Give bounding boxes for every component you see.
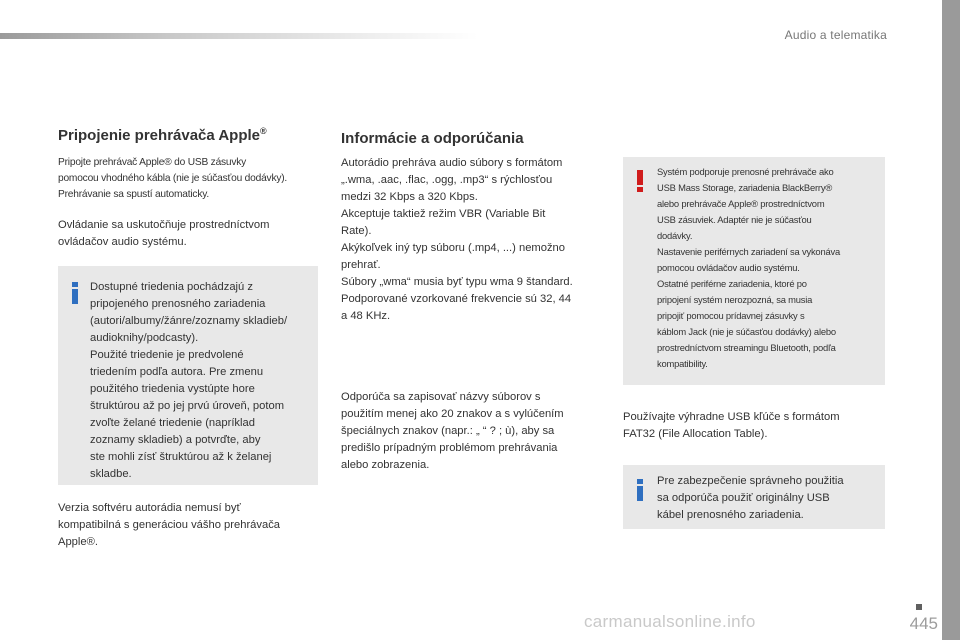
text-line: USB Mass Storage, zariadenia BlackBerry®	[657, 182, 833, 193]
text-line: Rate).	[341, 225, 372, 237]
text-line: štruktúrou až po jej prvú úroveň, potom	[90, 400, 285, 412]
text-line: pripojiť pomocou prídavnej zásuvky s	[657, 310, 805, 321]
section-title: Audio a telematika	[784, 28, 887, 42]
file-naming-text	[341, 389, 611, 474]
text-line: Prehrávanie sa spustí automaticky.	[58, 189, 209, 200]
text-line: Akýkoľvek iný typ súboru (.mp4, ...) nemožno	[341, 242, 565, 254]
header-gradient-bar	[0, 33, 478, 39]
text-line: pripojeného prenosného zariadenia	[90, 298, 266, 310]
watermark: carmanualsonline.info	[584, 612, 756, 631]
text-line: Odporúča sa zapisovať názvy súborov s	[341, 391, 541, 403]
text-line: pomocou vhodného kábla (nie je súčasťou dodávky).	[58, 173, 288, 184]
text-line: „.wma, .aac, .flac, .ogg, .mp3“ s rýchlosťou	[341, 174, 553, 186]
text-line: Apple®.	[58, 536, 98, 548]
text-line: audioknihy/podcasty).	[90, 332, 199, 344]
text-line: Verzia softvéru autorádia nemusí byť	[58, 502, 241, 514]
warning-box-devices-text	[657, 164, 883, 372]
text-line: ste mohli zísť štruktúrou až k želanej	[90, 451, 272, 463]
page-number-text: 445	[909, 614, 938, 633]
text-line: prehrať.	[341, 259, 381, 271]
apple-control-text	[58, 217, 323, 251]
text-line: alebo zobrazenia.	[341, 459, 430, 471]
text-line: Dostupné triedenia pochádzajú z	[90, 281, 253, 293]
page-edge-tab	[942, 0, 960, 640]
text-line: zoznamy skladieb) a potvrďte, aby	[90, 434, 261, 446]
text-line: Použité triedenie je predvolené	[90, 349, 244, 361]
page-number-marker	[916, 604, 922, 610]
text-line: pripojení systém nerozpozná, sa musia	[657, 294, 813, 305]
warning-icon	[637, 170, 643, 192]
info-icon	[637, 479, 643, 501]
info-section-title: Informácie a odporúčania	[341, 130, 524, 147]
info-icon	[72, 282, 78, 304]
text-line: káblom Jack (nie je súčasťou dodávky) alebo	[657, 326, 836, 337]
text-line: pomocou ovládačov audio systému.	[657, 262, 800, 273]
text-line: USB zásuviek. Adaptér nie je súčasťou	[657, 214, 812, 225]
text-line: Súbory „wma“ musia byť typu wma 9 štandard.	[341, 276, 573, 288]
text-line: Systém podporuje prenosné prehrávače ako	[657, 166, 834, 177]
page-number	[910, 614, 938, 634]
text-line: Používajte výhradne USB kľúče s formátom	[623, 411, 840, 423]
apple-intro-text	[58, 155, 328, 203]
software-version-text	[58, 500, 323, 551]
info-section-title-wrap	[341, 130, 611, 147]
text-line: predišlo prípadným problémom prehrávania	[341, 442, 558, 454]
text-line: triedením podľa autora. Pre zmenu	[90, 366, 264, 378]
apple-section-title: Pripojenie prehrávača Apple®	[58, 126, 267, 144]
text-line: a 48 KHz.	[341, 310, 391, 322]
info-icon-bar	[637, 486, 643, 501]
info-box-sorting-text	[90, 279, 316, 483]
text-line: použitím menej ako 20 znakov a s vylúčením	[341, 408, 564, 420]
info-box-cable-text	[657, 473, 883, 524]
text-line: Podporované vzorkované frekvencie sú 32, 44	[341, 293, 572, 305]
text-line: sa odporúča použiť originálny USB	[657, 492, 830, 504]
warning-icon-dot	[637, 187, 643, 192]
text-line: kábel prenosného zariadenia.	[657, 509, 804, 521]
text-line: dodávky.	[657, 230, 693, 241]
text-line: kompatibilná s generáciou vášho prehrávača	[58, 519, 281, 531]
info-icon-dot	[637, 479, 643, 484]
text-line: Autorádio prehráva audio súbory s formátom	[341, 157, 563, 169]
info-icon-dot	[72, 282, 78, 287]
text-line: alebo prehrávače Apple® prostredníctvom	[657, 198, 825, 209]
warning-icon-bar	[637, 170, 643, 185]
text-line: FAT32 (File Allocation Table).	[623, 428, 768, 440]
info-icon-bar	[72, 289, 78, 304]
text-line: Ostatné periférne zariadenia, ktoré po	[657, 278, 807, 289]
text-line: ovládačov audio systému.	[58, 236, 187, 248]
text-line: Ovládanie sa uskutočňuje prostredníctvom	[58, 219, 270, 231]
apple-section-title-wrap	[58, 126, 320, 144]
text-line: zvoľte želané triedenie (napríklad	[90, 417, 255, 429]
text-line: použitého triedenia vystúpte hore	[90, 383, 255, 395]
text-line: skladbe.	[90, 468, 132, 480]
text-line: Pre zabezpečenie správneho použitia	[657, 475, 844, 487]
text-line: Pripojte prehrávač Apple® do USB zásuvky	[58, 157, 247, 168]
text-line: Akceptuje taktiež režim VBR (Variable Bit	[341, 208, 546, 220]
text-line: prostredníctvom streamingu Bluetooth, podľa	[657, 342, 836, 353]
text-line: kompatibility.	[657, 358, 708, 369]
usb-format-text	[623, 409, 893, 443]
text-line: Nastavenie periférnych zariadení sa vykonáva	[657, 246, 840, 257]
text-line: medzi 32 Kbps a 320 Kbps.	[341, 191, 478, 203]
text-line: (autori/albumy/žánre/zoznamy skladieb/	[90, 315, 288, 327]
formats-text	[341, 155, 611, 325]
text-line: špeciálnych znakov (napr.: „ “ ? ; ù), aby sa	[341, 425, 555, 437]
